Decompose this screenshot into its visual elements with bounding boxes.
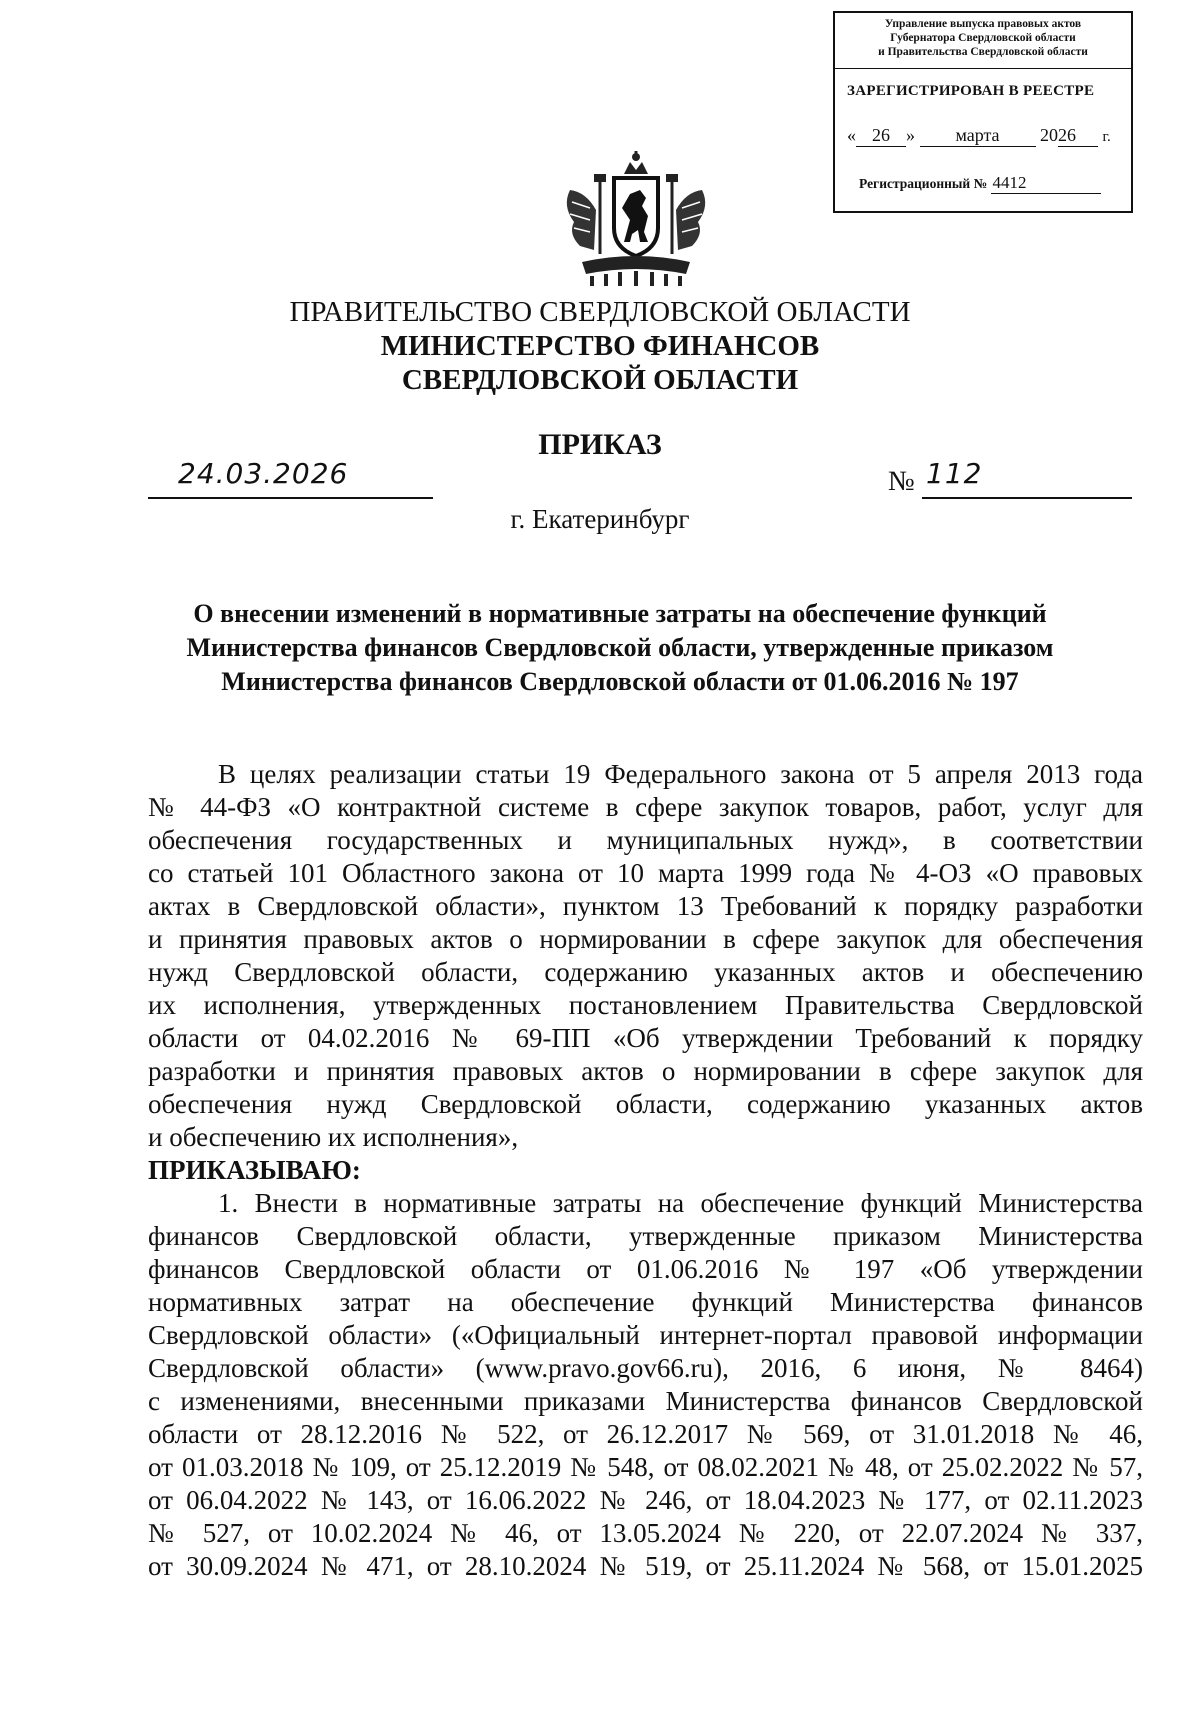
order-number-line	[922, 457, 1132, 499]
stamp-organization	[835, 13, 1131, 69]
order-date-line	[148, 457, 433, 499]
stamp-org-line-3: и Правительства Свердловской области	[878, 46, 1088, 58]
text-line: нормативных затрат на обеспечение функций Министерства финансов	[148, 1287, 1143, 1317]
title-line-3: Министерства финансов Свердловской области от 01.06.2016 № 197	[221, 667, 1019, 696]
stamp-year-mark: г.	[1102, 129, 1111, 145]
text-line: В целях реализации статьи 19 Федерального закона от 5 апреля 2013 года	[218, 759, 1143, 789]
number-sign: №	[888, 466, 915, 497]
text-line: и обеспечению их исполнения»,	[148, 1122, 519, 1152]
text-line: от 01.03.2018 № 109, от 25.12.2019 № 548, от 08.02.2021 № 48, от 25.02.2022 № 57,	[148, 1452, 1143, 1482]
stamp-registration-number	[859, 173, 1101, 194]
text-line: от 06.04.2022 № 143, от 16.06.2022 № 246, от 18.04.2023 № 177, от 02.11.2023	[148, 1485, 1143, 1515]
item-1-paragraph	[148, 1187, 1143, 1583]
text-line: с изменениями, внесенными приказами Министерства финансов Свердловской	[148, 1386, 1143, 1416]
ministry-heading-line-2: СВЕРДЛОВСКОЙ ОБЛАСТИ	[401, 364, 799, 396]
text-line: со статьей 101 Областного закона от 10 марта 1999 года № 4-ОЗ «О правовых	[148, 858, 1143, 888]
text-line: актах в Свердловской области», пунктом 13 Требований к порядку разработки	[148, 891, 1143, 921]
stamp-reg-number: 4412	[991, 173, 1101, 194]
coat-of-arms-emblem	[560, 150, 712, 288]
text-line: нужд Свердловской области, содержанию указанных актов и обеспечению	[148, 957, 1143, 987]
text-line: от 30.09.2024 № 471, от 28.10.2024 № 519, от 25.11.2024 № 568, от 15.01.2025	[148, 1551, 1143, 1581]
stamp-open-quote: «	[847, 125, 856, 145]
order-date: 24.03.2026	[178, 457, 349, 490]
text-line: области от 28.12.2016 № 522, от 26.12.2017 № 569, от 31.01.2018 № 46,	[148, 1419, 1143, 1449]
stamp-registered-label: ЗАРЕГИСТРИРОВАН В РЕЕСТРЕ	[847, 83, 1095, 99]
text-line: разработки и принятия правовых актов о нормировании в сфере закупок для	[148, 1056, 1143, 1086]
stamp-reg-label: Регистрационный №	[859, 176, 988, 191]
stamp-close-quote: »	[906, 125, 915, 145]
text-line: Свердловской области» («Официальный интернет-портал правовой информации	[148, 1320, 1143, 1350]
document-type: ПРИКАЗ	[538, 428, 662, 461]
stamp-year-suffix: 26	[1058, 125, 1098, 147]
title-line-1: О внесении изменений в нормативные затраты на обеспечение функций	[193, 599, 1047, 628]
text-line: финансов Свердловской области от 01.06.2016 № 197 «Об утверждении	[148, 1254, 1143, 1284]
ministry-heading-line-1: МИНИСТЕРСТВО ФИНАНСОВ	[380, 330, 820, 362]
text-line: № 527, от 10.02.2024 № 46, от 13.05.2024 № 220, от 22.07.2024 № 337,	[148, 1518, 1143, 1548]
registration-stamp	[833, 11, 1133, 213]
text-line: Свердловской области» (www.pravo.gov66.ru), 2016, 6 июня, № 8464)	[148, 1353, 1143, 1383]
stamp-year-prefix: 20	[1040, 125, 1058, 145]
text-line: финансов Свердловской области, утвержденные приказом Министерства	[148, 1221, 1143, 1251]
text-line: обеспечения государственных и муниципальных нужд», в соответствии	[148, 825, 1143, 855]
preamble-paragraph	[148, 758, 1143, 1154]
order-number: 112	[926, 457, 983, 490]
text-line: обеспечения нужд Свердловской области, содержанию указанных актов	[148, 1089, 1143, 1119]
text-line: области от 04.02.2016 № 69-ПП «Об утверждении Требований к порядку	[148, 1023, 1143, 1053]
text-line: 1. Внести в нормативные затраты на обеспечение функций Министерства	[218, 1188, 1143, 1218]
stamp-org-line-1: Управление выпуска правовых актов	[884, 18, 1082, 30]
stamp-day: 26	[856, 125, 906, 147]
order-word: ПРИКАЗЫВАЮ:	[148, 1155, 361, 1185]
stamp-month: марта	[920, 125, 1036, 147]
stamp-date	[847, 125, 1127, 147]
stamp-org-line-2: Губернатора Свердловской области	[890, 32, 1076, 44]
order-title	[120, 597, 1120, 699]
government-heading: ПРАВИТЕЛЬСТВО СВЕРДЛОВСКОЙ ОБЛАСТИ	[289, 296, 911, 328]
text-line: их исполнения, утвержденных постановлением Правительства Свердловской	[148, 990, 1143, 1020]
city: г. Екатеринбург	[510, 504, 690, 534]
text-line: и принятия правовых актов о нормировании в сфере закупок для обеспечения	[148, 924, 1143, 954]
text-line: № 44-ФЗ «О контрактной системе в сфере закупок товаров, работ, услуг для	[148, 792, 1143, 822]
title-line-2: Министерства финансов Свердловской области, утвержденные приказом	[186, 633, 1054, 662]
